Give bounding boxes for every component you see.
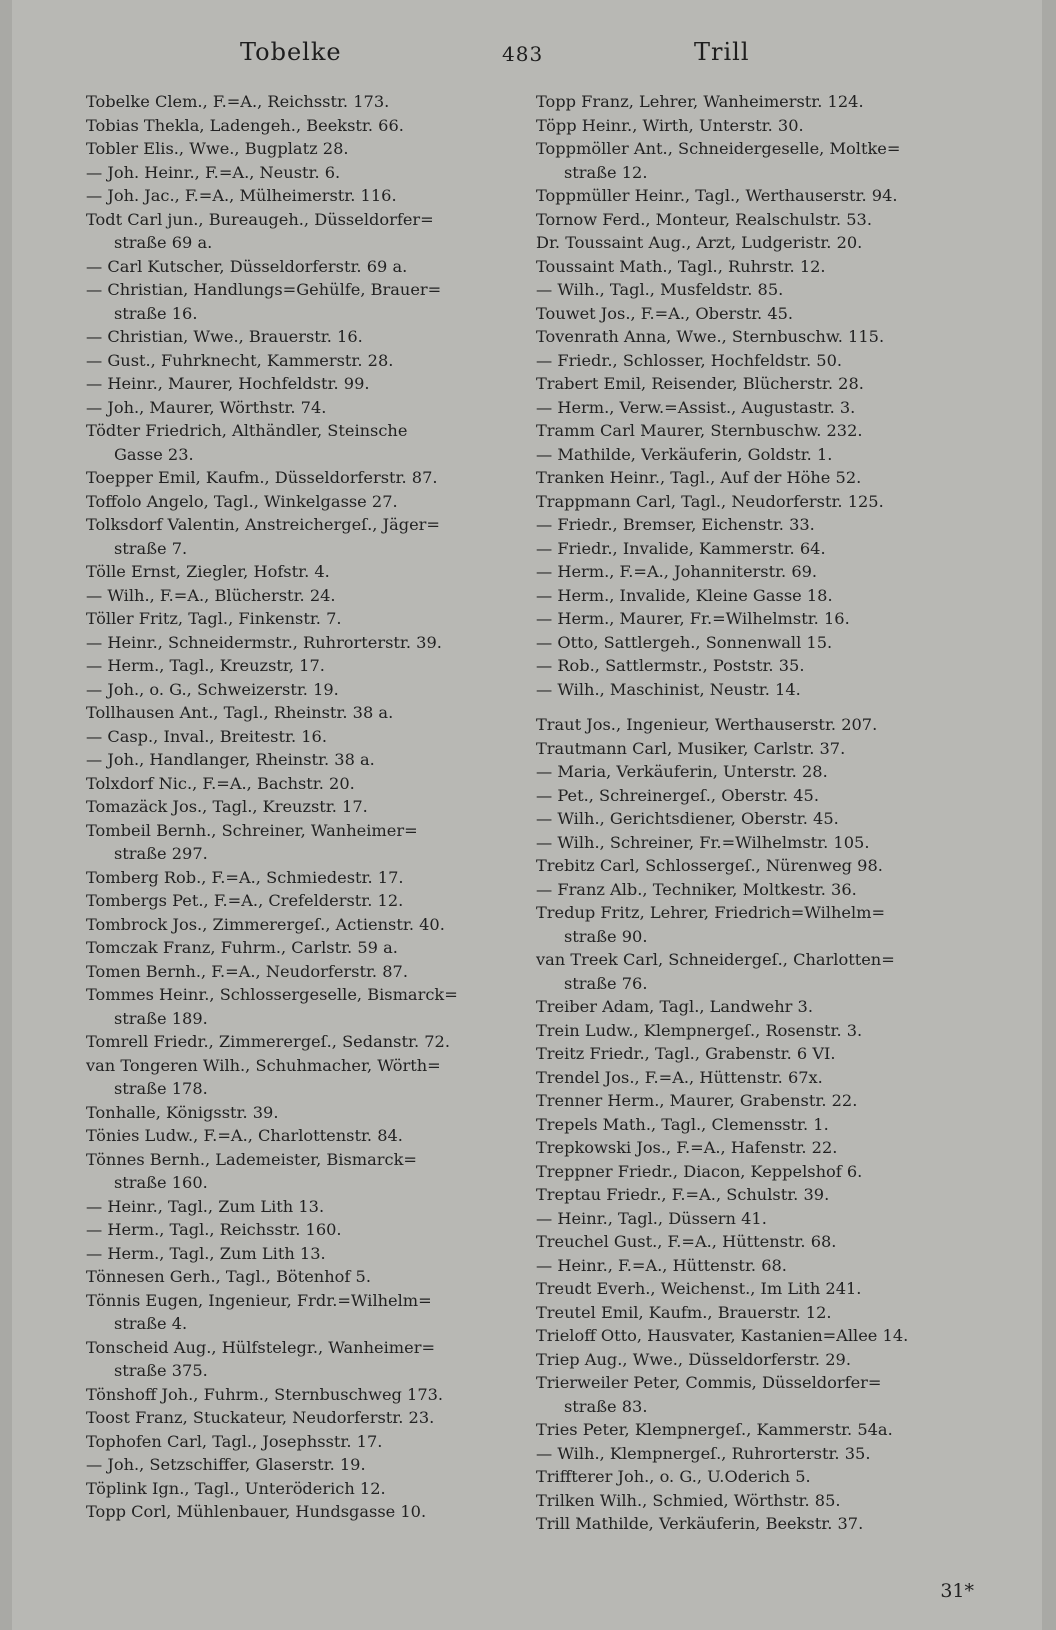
directory-entry: van Treek Carl, Schneidergeſ., Charlotten= [536, 950, 895, 969]
directory-entry: — Rob., Sattlermstr., Poststr. 35. [536, 656, 805, 675]
entry-continuation: straße 83. [564, 1396, 648, 1416]
directory-entry: Toussaint Math., Tagl., Ruhrstr. 12. [536, 256, 826, 276]
directory-entry: — Herm., Tagl., Reichsstr. 160. [86, 1220, 342, 1239]
directory-entry: — Wilh., Gerichtsdiener, Oberstr. 45. [536, 809, 839, 828]
directory-entry: — Carl Kutscher, Düsseldorferstr. 69 a. [86, 256, 408, 276]
right-column [536, 90, 978, 1536]
left-column [86, 90, 526, 1524]
directory-entry: Tollhausen Ant., Tagl., Rheinstr. 38 a. [86, 703, 394, 722]
directory-entry: Töpp Heinr., Wirth, Unterstr. 30. [536, 115, 804, 135]
directory-entry: Topp Corl, Mühlenbauer, Hundsgasse 10. [86, 1502, 427, 1521]
directory-entry: Trieloff Otto, Hausvater, Kastanien=Allee 14. [536, 1326, 909, 1345]
entry-continuation: straße 178. [114, 1079, 208, 1098]
directory-entry: Tödter Friedrich, Althändler, Steinsche [86, 421, 408, 440]
directory-entry: Tramm Carl Maurer, Sternbuschw. 232. [536, 421, 863, 440]
directory-entry: Tomrell Friedr., Zimmerergeſ., Sedanstr. 72. [86, 1032, 450, 1051]
directory-entry: Toppmüller Heinr., Tagl., Werthauserstr. 94. [536, 186, 898, 205]
directory-entry: Tönnes Bernh., Lademeister, Bismarck= [86, 1149, 417, 1169]
directory-entry: — Herm., Verw.=Assist., Augustastr. 3. [536, 397, 856, 417]
directory-entry: Tovenrath Anna, Wwe., Sternbuschw. 115. [536, 327, 885, 346]
directory-entry: Toppmöller Ant., Schneidergeselle, Moltke= [536, 139, 901, 158]
directory-entry: — Heinr., Tagl., Zum Lith 13. [86, 1196, 325, 1216]
directory-entry: — Friedr., Invalide, Kammerstr. 64. [536, 538, 826, 558]
running-head-right: Trill [694, 38, 750, 66]
directory-entry: Trein Ludw., Klempnergeſ., Rosenstr. 3. [536, 1020, 863, 1040]
directory-entry: Treppner Friedr., Diacon, Keppelshof 6. [536, 1161, 863, 1181]
directory-entry: Tomczak Franz, Fuhrm., Carlstr. 59 a. [86, 938, 398, 957]
entry-continuation: straße 4. [114, 1314, 188, 1333]
directory-entry: Tölle Ernst, Ziegler, Hofstr. 4. [86, 562, 330, 581]
directory-entry: Tranken Heinr., Tagl., Auf der Höhe 52. [536, 468, 862, 487]
running-head-left: Tobelke [240, 38, 342, 66]
directory-entry: Tombergs Pet., F.=A., Crefelderstr. 12. [86, 891, 404, 910]
entry-continuation: straße 12. [564, 162, 648, 182]
directory-entry: — Herm., F.=A., Johanniterstr. 69. [536, 562, 818, 581]
entry-continuation: straße 189. [114, 1008, 208, 1028]
directory-entry: Treuchel Gust., F.=A., Hüttenstr. 68. [536, 1232, 837, 1251]
directory-entry: Triffterer Joh., o. G., U.Oderich 5. [536, 1467, 811, 1486]
directory-entry: Tombrock Jos., Zimmerergeſ., Actienstr. 40. [86, 914, 445, 934]
directory-entry: Touwet Jos., F.=A., Oberstr. 45. [536, 303, 794, 323]
entry-continuation: straße 297. [114, 844, 208, 863]
directory-entry: — Christian, Handlungs=Gehülfe, Brauer= [86, 280, 442, 299]
directory-entry: Tombeil Bernh., Schreiner, Wanheimer= [86, 820, 418, 840]
entry-continuation: straße 76. [564, 973, 648, 993]
directory-entry: Trenner Herm., Maurer, Grabenstr. 22. [536, 1091, 858, 1110]
signature-mark: 31* [940, 1580, 974, 1602]
directory-entry: — Wilh., Maschinist, Neustr. 14. [536, 679, 801, 699]
directory-entry: Treitz Friedr., Tagl., Grabenstr. 6 VI. [536, 1044, 836, 1063]
directory-entry: Tredup Fritz, Lehrer, Friedrich=Wilhelm= [536, 903, 886, 922]
directory-entry: — Maria, Verkäuferin, Unterstr. 28. [536, 762, 828, 781]
directory-entry: Tonhalle, Königsstr. 39. [86, 1102, 279, 1122]
directory-entry: — Heinr., Maurer, Hochfeldstr. 99. [86, 374, 370, 393]
directory-entry: — Herm., Tagl., Zum Lith 13. [86, 1243, 326, 1263]
directory-entry: Tönies Ludw., F.=A., Charlottenstr. 84. [86, 1126, 403, 1145]
directory-entry: Tobelke Clem., F.=A., Reichsstr. 173. [86, 92, 390, 111]
directory-entry: Trendel Jos., F.=A., Hüttenstr. 67x. [536, 1067, 823, 1087]
directory-entry: — Joh., Setzschiffer, Glaserstr. 19. [86, 1455, 366, 1474]
directory-entry: — Joh. Heinr., F.=A., Neustr. 6. [86, 162, 341, 182]
directory-entry: Tönnis Eugen, Ingenieur, Frdr.=Wilhelm= [86, 1290, 432, 1310]
directory-entry: — Wilh., F.=A., Blücherstr. 24. [86, 585, 336, 605]
directory-entry: — Joh., Maurer, Wörthstr. 74. [86, 397, 327, 417]
directory-entry: Tolksdorf Valentin, Anstreichergeſ., Jäger= [86, 515, 440, 534]
directory-entry: Topp Franz, Lehrer, Wanheimerstr. 124. [536, 92, 864, 111]
directory-entry: Tobias Thekla, Ladengeh., Beekstr. 66. [86, 115, 404, 135]
directory-entry: — Joh., o. G., Schweizerstr. 19. [86, 679, 339, 699]
directory-entry: Traut Jos., Ingenieur, Werthauserstr. 207. [536, 715, 878, 734]
directory-entry: — Gust., Fuhrknecht, Kammerstr. 28. [86, 350, 394, 370]
directory-page [12, 0, 1042, 1630]
directory-entry: Tönshoff Joh., Fuhrm., Sternbuschweg 173. [86, 1384, 444, 1404]
entry-continuation: straße 90. [564, 926, 648, 946]
spacer [536, 701, 978, 713]
directory-entry: — Wilh., Klempnergeſ., Ruhrorterstr. 35. [536, 1443, 871, 1463]
directory-entry: Tonscheid Aug., Hülfstelegr., Wanheimer= [86, 1337, 436, 1357]
directory-entry: Todt Carl jun., Bureaugeh., Düsseldorfer= [86, 209, 434, 229]
directory-entry: — Herm., Maurer, Fr.=Wilhelmstr. 16. [536, 609, 850, 628]
directory-entry: Trill Mathilde, Verkäuferin, Beekstr. 37. [536, 1514, 864, 1533]
directory-entry: Dr. Toussaint Aug., Arzt, Ludgeristr. 20. [536, 233, 863, 252]
directory-entry: Tönnesen Gerh., Tagl., Bötenhof 5. [86, 1267, 371, 1286]
entry-continuation: straße 375. [114, 1361, 208, 1380]
directory-entry: Treudt Everh., Weichenst., Im Lith 241. [536, 1279, 862, 1298]
directory-entry: — Friedr., Schlosser, Hochfeldstr. 50. [536, 350, 843, 370]
entry-continuation: straße 69 a. [114, 233, 213, 252]
directory-entry: Tries Peter, Klempnergeſ., Kammerstr. 54a. [536, 1420, 893, 1439]
directory-entry: Triep Aug., Wwe., Düsseldorferstr. 29. [536, 1349, 851, 1369]
directory-entry: Töller Fritz, Tagl., Finkenstr. 7. [86, 609, 342, 628]
entry-continuation: straße 7. [114, 538, 188, 558]
directory-entry: Toffolo Angelo, Tagl., Winkelgasse 27. [86, 491, 398, 511]
directory-entry: Trierweiler Peter, Commis, Düsseldorfer= [536, 1373, 882, 1392]
directory-entry: — Casp., Inval., Breitestr. 16. [86, 726, 327, 746]
entry-continuation: straße 16. [114, 303, 198, 323]
entry-continuation: straße 160. [114, 1173, 208, 1192]
directory-entry: Tolxdorf Nic., F.=A., Bachstr. 20. [86, 773, 355, 793]
directory-entry: Toepper Emil, Kaufm., Düsseldorferstr. 87. [86, 468, 438, 487]
page-number: 483 [502, 42, 544, 66]
directory-entry: — Otto, Sattlergeh., Sonnenwall 15. [536, 632, 833, 652]
directory-entry: — Joh., Handlanger, Rheinstr. 38 a. [86, 750, 375, 769]
directory-entry: — Wilh., Schreiner, Fr.=Wilhelmstr. 105. [536, 832, 870, 852]
directory-entry: Tommes Heinr., Schlossergeselle, Bismarck= [86, 985, 458, 1004]
directory-entry: — Franz Alb., Techniker, Moltkestr. 36. [536, 879, 857, 899]
directory-entry: — Heinr., F.=A., Hüttenstr. 68. [536, 1255, 787, 1275]
directory-entry: — Joh. Jac., F.=A., Mülheimerstr. 116. [86, 186, 397, 205]
directory-entry: — Mathilde, Verkäuferin, Goldstr. 1. [536, 444, 833, 464]
directory-entry: — Wilh., Tagl., Musfeldstr. 85. [536, 280, 784, 299]
directory-entry: Tomberg Rob., F.=A., Schmiedestr. 17. [86, 867, 404, 887]
entry-continuation: Gasse 23. [114, 444, 194, 464]
directory-entry: Tobler Elis., Wwe., Bugplatz 28. [86, 139, 349, 158]
directory-entry: Tomen Bernh., F.=A., Neudorferstr. 87. [86, 961, 408, 981]
directory-entry: Toost Franz, Stuckateur, Neudorferstr. 23. [86, 1408, 435, 1427]
directory-entry: Trebitz Carl, Schlossergeſ., Nürenweg 98. [536, 856, 883, 875]
directory-entry: — Heinr., Tagl., Düssern 41. [536, 1208, 767, 1228]
directory-entry: — Christian, Wwe., Brauerstr. 16. [86, 327, 363, 346]
directory-entry: Trappmann Carl, Tagl., Neudorferstr. 125. [536, 491, 884, 511]
directory-entry: — Herm., Tagl., Kreuzstr, 17. [86, 656, 325, 675]
directory-entry: van Tongeren Wilh., Schuhmacher, Wörth= [86, 1055, 441, 1075]
directory-entry: Tophofen Carl, Tagl., Josephsstr. 17. [86, 1431, 383, 1451]
directory-entry: Trilken Wilh., Schmied, Wörthstr. 85. [536, 1490, 841, 1510]
directory-entry: — Pet., Schreinergeſ., Oberstr. 45. [536, 785, 819, 805]
directory-entry: Trepels Math., Tagl., Clemensstr. 1. [536, 1114, 829, 1134]
directory-entry: Treiber Adam, Tagl., Landwehr 3. [536, 997, 814, 1016]
directory-entry: Tomazäck Jos., Tagl., Kreuzstr. 17. [86, 797, 368, 816]
directory-entry: Trautmann Carl, Musiker, Carlstr. 37. [536, 738, 846, 758]
directory-entry: Tornow Ferd., Monteur, Realschulstr. 53. [536, 209, 872, 229]
directory-entry: Trabert Emil, Reisender, Blücherstr. 28. [536, 374, 864, 393]
directory-entry: — Herm., Invalide, Kleine Gasse 18. [536, 585, 833, 605]
directory-entry: — Heinr., Schneidermstr., Ruhrorterstr. 39. [86, 632, 442, 652]
directory-entry: Treutel Emil, Kaufm., Brauerstr. 12. [536, 1302, 832, 1322]
directory-entry: — Friedr., Bremser, Eichenstr. 33. [536, 515, 815, 534]
directory-entry: Treptau Friedr., F.=A., Schulstr. 39. [536, 1185, 830, 1204]
directory-entry: Töplink Ign., Tagl., Unteröderich 12. [86, 1478, 386, 1498]
directory-entry: Trepkowski Jos., F.=A., Hafenstr. 22. [536, 1138, 838, 1157]
